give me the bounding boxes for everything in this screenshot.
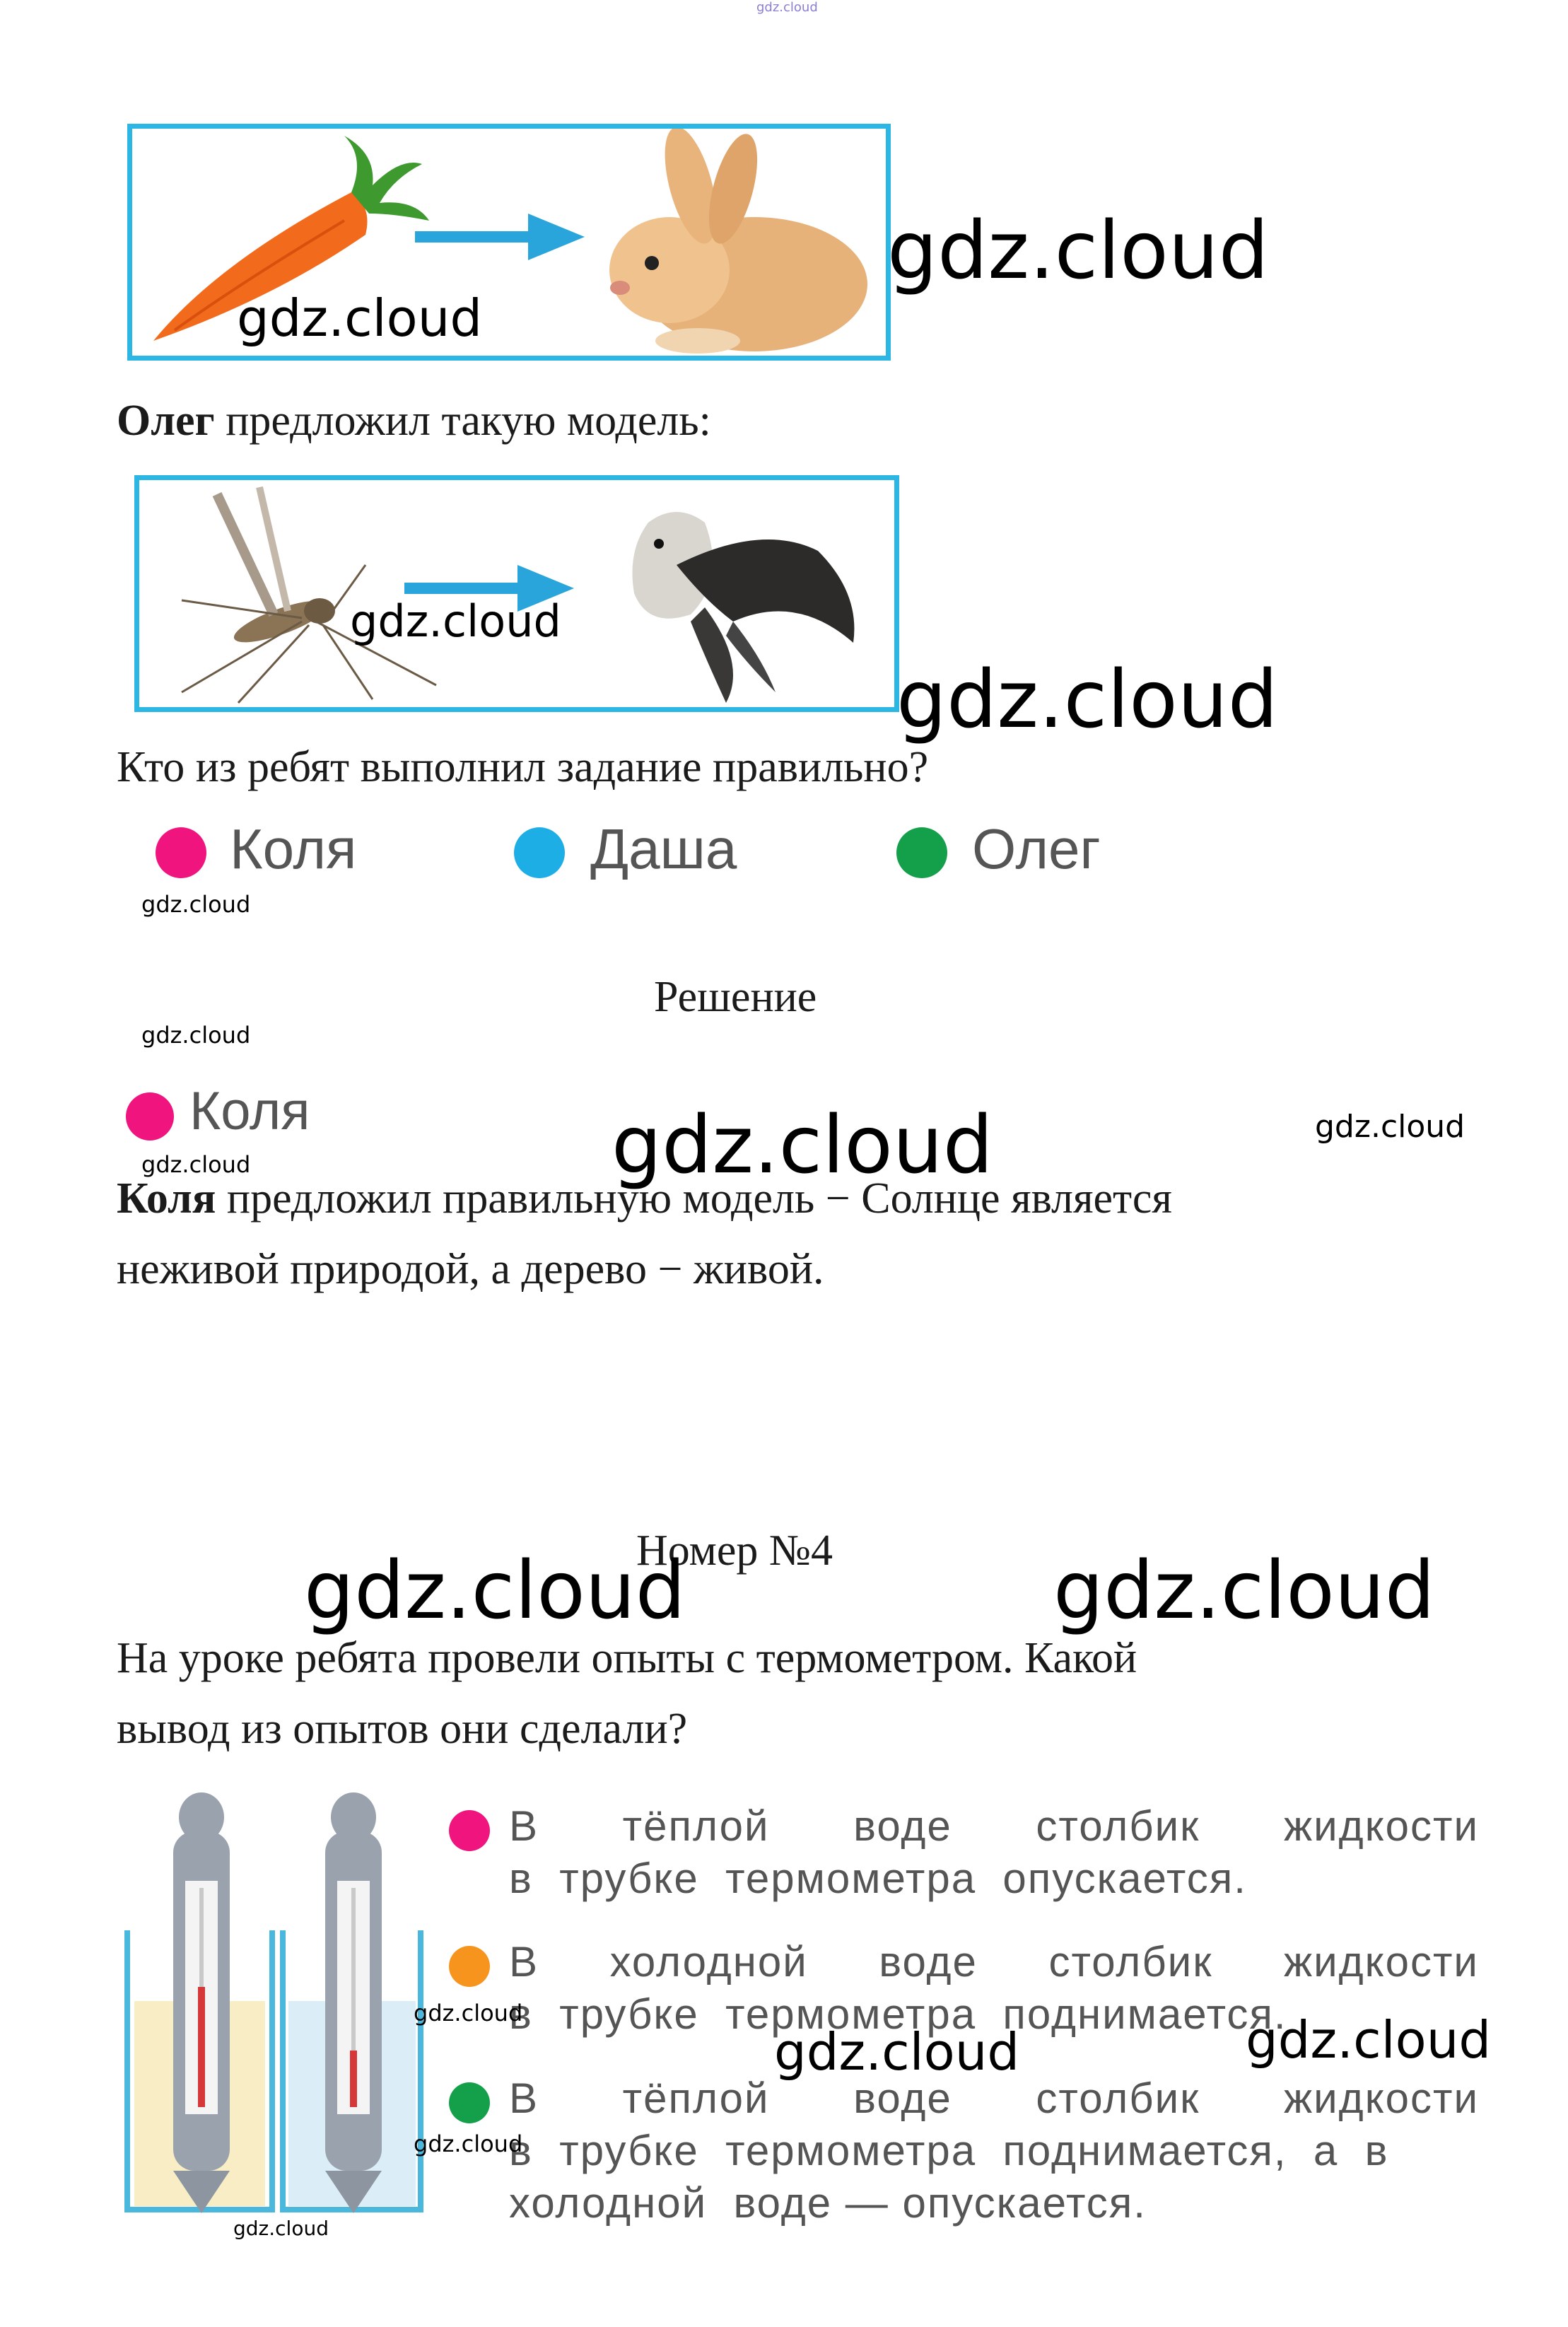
watermark: gdz.cloud [233, 2217, 329, 2240]
option-dot [156, 827, 206, 878]
word: холодной [609, 1938, 808, 1985]
top-watermark: gdz.cloud [756, 0, 818, 15]
answer-label: Коля [189, 1081, 310, 1141]
watermark: gdz.cloud [774, 2022, 1020, 2082]
watermark: gdz.cloud [1315, 1109, 1465, 1145]
mosquito-bird-illustration [139, 480, 894, 707]
option-dot [514, 827, 565, 878]
solution-heading: Решение [654, 973, 817, 1021]
thermometer-icon [173, 1792, 230, 2213]
answer-dot [449, 1946, 490, 1987]
watermark: gdz.cloud [141, 1022, 251, 1049]
answer-3-line-3: холодной воде — опускается. [509, 2179, 1147, 2227]
word: тёплой [622, 2075, 770, 2122]
answer-options [152, 813, 1142, 891]
food-chain-picture-mosquito-bird [134, 475, 899, 712]
word: воде [853, 1802, 952, 1850]
answer-2-line-1 [509, 1937, 1479, 1986]
word: столбик [1048, 1938, 1213, 1985]
option-label: Олег [972, 817, 1101, 880]
watermark: gdz.cloud [612, 1100, 993, 1191]
answer-3-line-1 [509, 2074, 1479, 2123]
word: жидкости [1284, 1938, 1479, 1985]
watermark: gdz.cloud [414, 2000, 523, 2026]
word: В [509, 2075, 539, 2122]
answer-dot [449, 1810, 490, 1851]
word: воде [879, 1938, 978, 1985]
word: В [509, 1802, 539, 1850]
watermark: gdz.cloud [350, 595, 561, 647]
task4-question-line-2: вывод из опытов они сделали? [117, 1705, 688, 1753]
option-dot [896, 827, 947, 878]
model-caption [117, 385, 711, 456]
solution-text: предложил правильную модель − Солнце является [216, 1174, 1172, 1223]
word: жидкости [1284, 2075, 1479, 2122]
rabbit-icon [609, 129, 867, 354]
arrow-icon [415, 214, 585, 260]
watermark: gdz.cloud [141, 891, 251, 918]
answer-1-line-2: в трубке термометра опускается. [509, 1855, 1247, 1902]
watermark: gdz.cloud [141, 1151, 251, 1178]
answer-dot [449, 2082, 490, 2123]
solution-text-line-2: неживой природой, а дерево − живой. [117, 1245, 824, 1293]
watermark: gdz.cloud [887, 205, 1269, 297]
task4-heading: Номер №4 [636, 1527, 833, 1575]
answer-dot [126, 1092, 174, 1141]
question-text: Кто из ребят выполнил задание правильно? [117, 743, 929, 791]
option-label: Коля [230, 817, 357, 880]
answer-3-line-2: в трубке термометра поднимается, а в [509, 2127, 1389, 2174]
task4-question-line-1: На уроке ребята провели опыты с термометром. Какой [117, 1634, 1137, 1682]
bird-icon [633, 512, 855, 703]
solution-text-line-1 [117, 1163, 1172, 1234]
solution-name: Коля [117, 1174, 216, 1223]
watermark: gdz.cloud [896, 654, 1278, 746]
thermometers-illustration [120, 1789, 431, 2220]
answer-2-line-2: в трубке термометра поднимается. [509, 1990, 1287, 2038]
watermark: gdz.cloud [1053, 1545, 1435, 1637]
word: столбик [1036, 2075, 1200, 2122]
word: столбик [1036, 1802, 1200, 1850]
watermark: gdz.cloud [1246, 2010, 1492, 2070]
word: В [509, 1938, 539, 1985]
thermometers-picture [120, 1789, 431, 2220]
watermark: gdz.cloud [304, 1545, 686, 1637]
caption-name: Олег [117, 397, 215, 445]
word: жидкости [1284, 1802, 1479, 1850]
answer-1-line-1 [509, 1802, 1479, 1850]
thermometer-icon [325, 1792, 382, 2213]
word: воде [853, 2075, 952, 2122]
watermark: gdz.cloud [237, 288, 483, 348]
option-label: Даша [590, 817, 737, 880]
caption-text: предложил такую модель: [214, 397, 711, 445]
watermark: gdz.cloud [414, 2130, 523, 2157]
word: тёплой [622, 1802, 770, 1850]
